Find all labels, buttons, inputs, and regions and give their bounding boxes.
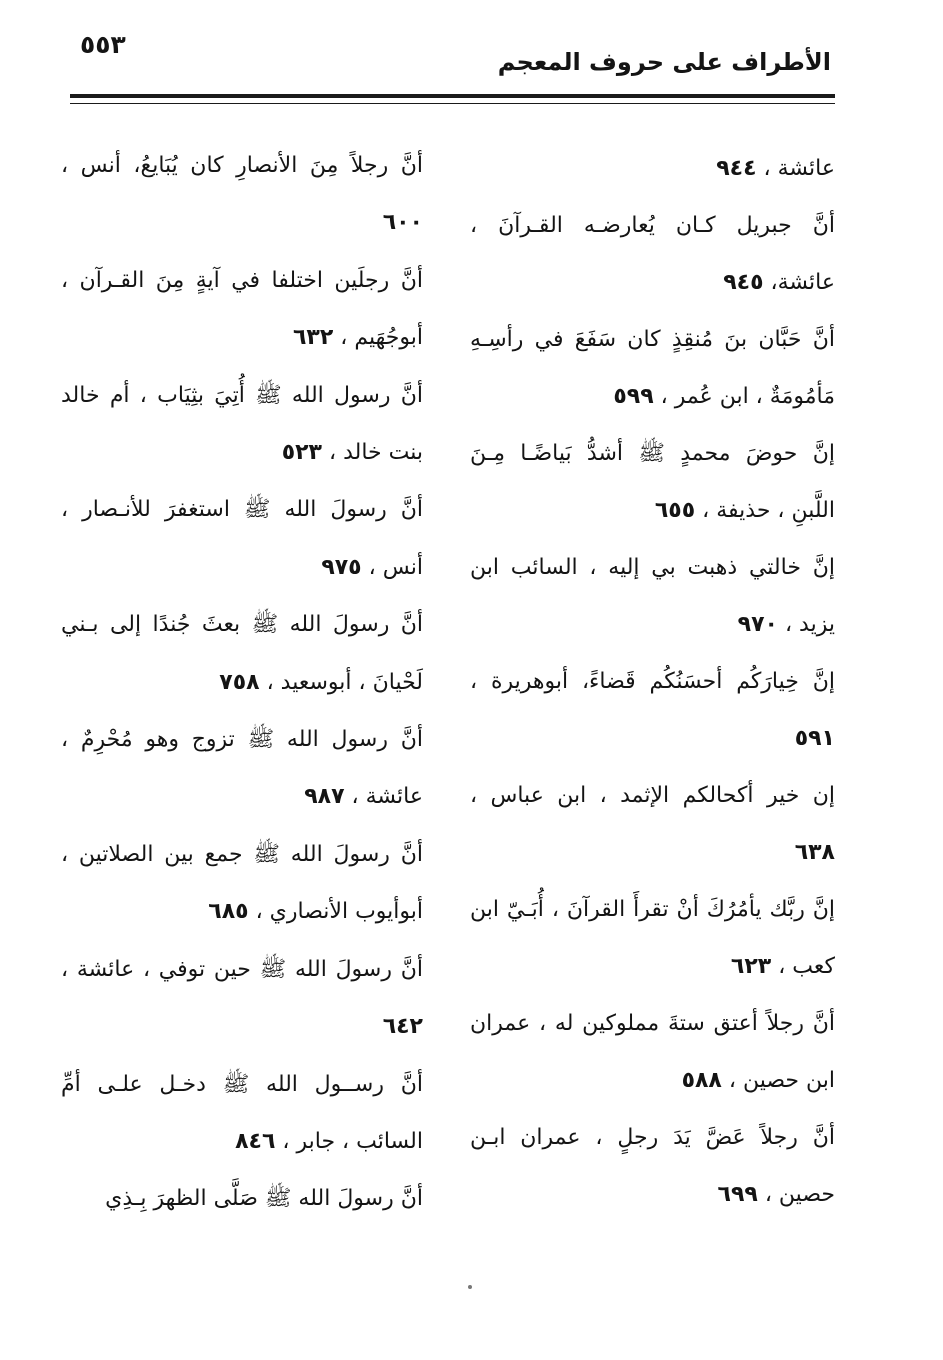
entry-number: ٥٩٩: [613, 384, 654, 409]
index-entry: [470, 767, 835, 881]
index-column-left: [61, 137, 423, 1228]
entry-number: ٦٥٥: [654, 498, 696, 523]
header-rule-thick: [70, 94, 835, 98]
entry-number: ٦٩٩: [717, 1182, 758, 1207]
entry-number: ٥٨٨: [681, 1068, 722, 1093]
entry-text: إنَّ خِيارَكُم أحسَنُكُم قَضاءً، أبوهريرة ،: [470, 669, 835, 694]
entry-text: عائشة ،: [756, 156, 835, 181]
entry-text: أنَّ رسولَ الله ﷺ بعثَ جُندًا إلى بـني لَحْيانَ ، أبوسعيد ،: [61, 612, 423, 695]
entry-number: ٦٣٢: [292, 325, 334, 351]
page-header: [70, 28, 835, 78]
entry-text: أنَّ رجلاً عَضَّ يَدَ رجلٍ ، عمران ابـن حصين ،: [470, 1125, 835, 1207]
entry-text: أنَّ رسولَ الله ﷺ صَلَّى الظهرَ بِـذِي: [105, 1186, 423, 1212]
entry-text: أنَّ رسولَ الله ﷺ استغفرَ للأنـصار ، أنس ،: [61, 497, 423, 580]
entry-text: أنَّ رسول الله ﷺ أُتِيَ بثِيَاب ، أم خالد بنت خالد ،: [61, 382, 423, 466]
entry-text: أنَّ رسولَ الله ﷺ جمع بين الصلاتين ، أبوأيوب الأنصاري ،: [61, 841, 423, 925]
entry-text: أنَّ رجلَين اختلفا في آيةٍ مِنَ القـرآن ، أبوجُهَيم ،: [61, 267, 423, 351]
entry-number: ٩٤٤: [716, 156, 757, 181]
entry-number: ٨٤٦: [235, 1128, 276, 1154]
entry-number: ٦٠٠: [382, 210, 423, 236]
page-number: ٥٥٣: [80, 30, 126, 59]
entry-text: إنَّ ربَّك يأمُرُكَ أنْ تقرأَ القرآنَ ، أُبَـيّ ابن كعب ،: [470, 897, 835, 979]
entry-number: ٩٧٠: [737, 612, 778, 637]
index-entry: [470, 995, 835, 1109]
index-entry: [470, 653, 835, 767]
footer-speck: [468, 1285, 472, 1289]
index-entry: [470, 1109, 835, 1223]
index-entry: [470, 197, 835, 311]
index-column-right: [470, 140, 835, 1223]
index-entry: [61, 1056, 423, 1171]
index-entry: [61, 1170, 423, 1227]
entry-number: ٩٤٥: [723, 270, 764, 295]
entry-text: أنَّ رسول الله ﷺ تزوج وهو مُحْرِمٌ ، عائشة ،: [61, 727, 423, 810]
entry-text: أنَّ رسولَ الله ﷺ حين توفي ، عائشة ،: [61, 956, 423, 982]
index-entry: [61, 137, 423, 252]
index-entry: [61, 367, 423, 482]
entry-text: أنَّ رســول الله ﷺ دخـل علـى أمِّ السائب ، جابر ،: [61, 1071, 423, 1154]
entry-text: إنَّ خالتي ذهبت بي إليه ، السائب ابن يزيد ،: [470, 555, 835, 637]
entry-number: ٦٤٢: [382, 1014, 423, 1040]
entry-text: أنَّ جبريل كـان يُعارضـه القـرآنَ ، عائشة،: [470, 213, 835, 295]
entry-text: أنَّ رجلاً مِنَ الأنصارِ كان يُبَايعُ، أنس ،: [61, 153, 423, 178]
index-entry: [470, 881, 835, 995]
index-entry: [470, 311, 835, 425]
index-entry: [61, 941, 423, 1056]
index-entry: [61, 711, 423, 826]
entry-text: أنَّ رجلاً أعتق ستةَ مملوكين له ، عمران ابن حصين ،: [470, 1011, 835, 1093]
index-entry: [61, 252, 423, 367]
entry-text: إن خير أكحالكم الإثمد ، ابن عباس ،: [470, 783, 835, 808]
index-entry: [470, 140, 835, 197]
entry-number: ٩٧٥: [321, 554, 362, 580]
entry-text: إنَّ حوضَ محمدٍ ﷺ أشدُّ بَياضًـا مِـنَ اللَّبنِ ، حذيفة ،: [470, 441, 835, 523]
index-entry: [61, 596, 423, 711]
index-entry: [61, 481, 423, 596]
entry-number: ٦٨٥: [208, 899, 249, 925]
entry-number: ٦٢٣: [730, 954, 772, 979]
entry-number: ٩٨٧: [304, 784, 345, 810]
index-entry: [470, 425, 835, 539]
entry-number: ٥٢٣: [281, 440, 322, 466]
entry-number: ٧٥٨: [219, 669, 260, 695]
entry-number: ٦٣٨: [794, 840, 835, 865]
entry-text: أنَّ حَبَّان بنَ مُنقِذٍ كان سَفَعَ في رأسِـهِ مَأمُومَةٌ ، ابن عُمر ،: [470, 327, 835, 409]
running-title: الأطراف على حروف المعجم: [497, 48, 831, 76]
index-entry: [61, 826, 423, 941]
index-entry: [470, 539, 835, 653]
entry-number: ٥٩١: [794, 726, 835, 751]
header-rule-thin: [70, 103, 835, 104]
